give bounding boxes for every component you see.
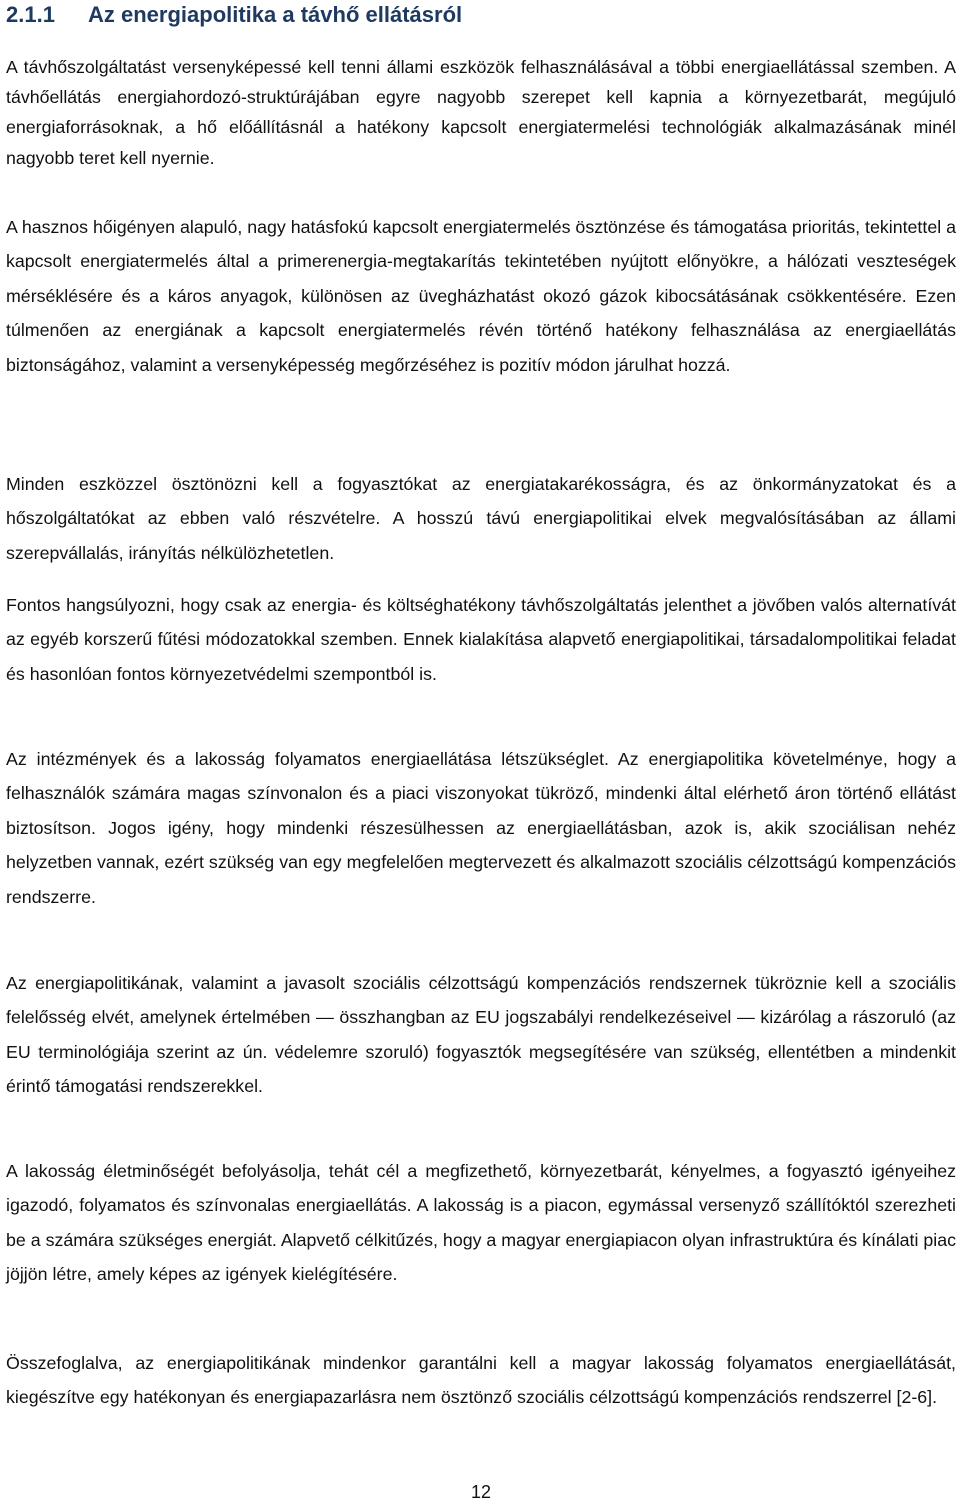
paragraph-4: Fontos hangsúlyozni, hogy csak az energia- és költséghatékony távhőszolgáltatás jelenthet a jövőben valós alternatívát az egyéb korszerű fűtési módozatokkal szemben. Ennek kialakítása alapvető energiapolitikai, társadalompolitikai feladat és hasonlóan fontos környezetvédelmi szempontból is. xyxy=(6,595,956,684)
section-number: 2.1.1 xyxy=(6,2,55,27)
paragraph-6: Az energiapolitikának, valamint a javasolt szociális célzottságú kompenzációs rendszernek tükröznie kell a szociális felelősség elvét, amelynek értelmében — összhangban az EU jogszabályi rendelkezéseivel — kizárólag a rászoruló (az EU terminológiája szerint az ún. védelemre szoruló) fogyasztók megsegítésére van szükség, ellentétben a mindenkit érintő támogatási rendszerekkel. xyxy=(6,973,956,1097)
paragraph-3: Minden eszközzel ösztönözni kell a fogyasztókat az energiatakarékosságra, és az önkormányzatokat és a hőszolgáltatókat az ebben való részvételre. A hosszú távú energiapolitikai elvek megvalósításában az állami szerepvállalás, irányítás nélkülözhetetlen. xyxy=(6,474,956,563)
section-title: Az energiapolitika a távhő ellátásról xyxy=(88,2,463,27)
section-heading xyxy=(6,0,462,30)
paragraph-2: A hasznos hőigényen alapuló, nagy hatásfokú kapcsolt energiatermelés ösztönzése és támogatása prioritás, tekintettel a kapcsolt energiatermelés által a primerenergia-megtakarítás tekintetében nyújtott előnyökre, a hálózati veszteségek mérséklésére és a káros anyagok, különösen az üvegházhatást okozó gázok kibocsátásának csökkentésére. Ezen túlmenően az energiának a kapcsolt energiatermelés révén történő hatékony felhasználása az energiaellátás biztonságához, valamint a versenyképesség megőrzéséhez is pozitív módon járulhat hozzá. xyxy=(6,217,956,375)
paragraph-7: A lakosság életminőségét befolyásolja, tehát cél a megfizethető, környezetbarát, kényelmes, a fogyasztó igényeihez igazodó, folyamatos és színvonalas energiaellátás. A lakosság is a piacon, egymással versenyző szállítóktól szerezheti be a számára szükséges energiát. Alapvető célkitűzés, hogy a magyar energiapiacon olyan infrastruktúra és kínálati piac jöjjön létre, amely képes az igények kielégítésére. xyxy=(6,1161,956,1285)
paragraph-8: Összefoglalva, az energiapolitikának mindenkor garantálni kell a magyar lakosság folyamatos energiaellátását, kiegészítve egy hatékonyan és energiapazarlásra nem ösztönző szociális célzottságú kompenzációs rendszerrel [2-6]. xyxy=(6,1353,956,1408)
paragraph-1: A távhőszolgáltatást versenyképessé kell tenni állami eszközök felhasználásával a többi energiaellátással szemben. A távhőellátás energiahordozó-struktúrájában egyre nagyobb szerepet kell kapnia a környezetbarát, megújuló energiaforrásoknak, a hő előállításnál a hatékony kapcsolt energiatermelési technológiák alkalmazásának minél nagyobb teret kell nyernie. xyxy=(6,57,956,168)
page-number: 12 xyxy=(470,1482,492,1502)
paragraph-5: Az intézmények és a lakosság folyamatos energiaellátása létszükséglet. Az energiapolitika követelménye, hogy a felhasználók számára magas színvonalon és a piaci viszonyokat tükröző, mindenki által elérhető áron történő ellátást biztosítson. Jogos igény, hogy mindenki részesülhessen az energiaellátásban, azok is, akik szociálisan nehéz helyzetben vannak, ezért szükség van egy megfelelően megtervezett és alkalmazott szociális célzottságú kompenzációs rendszerre. xyxy=(6,749,956,907)
